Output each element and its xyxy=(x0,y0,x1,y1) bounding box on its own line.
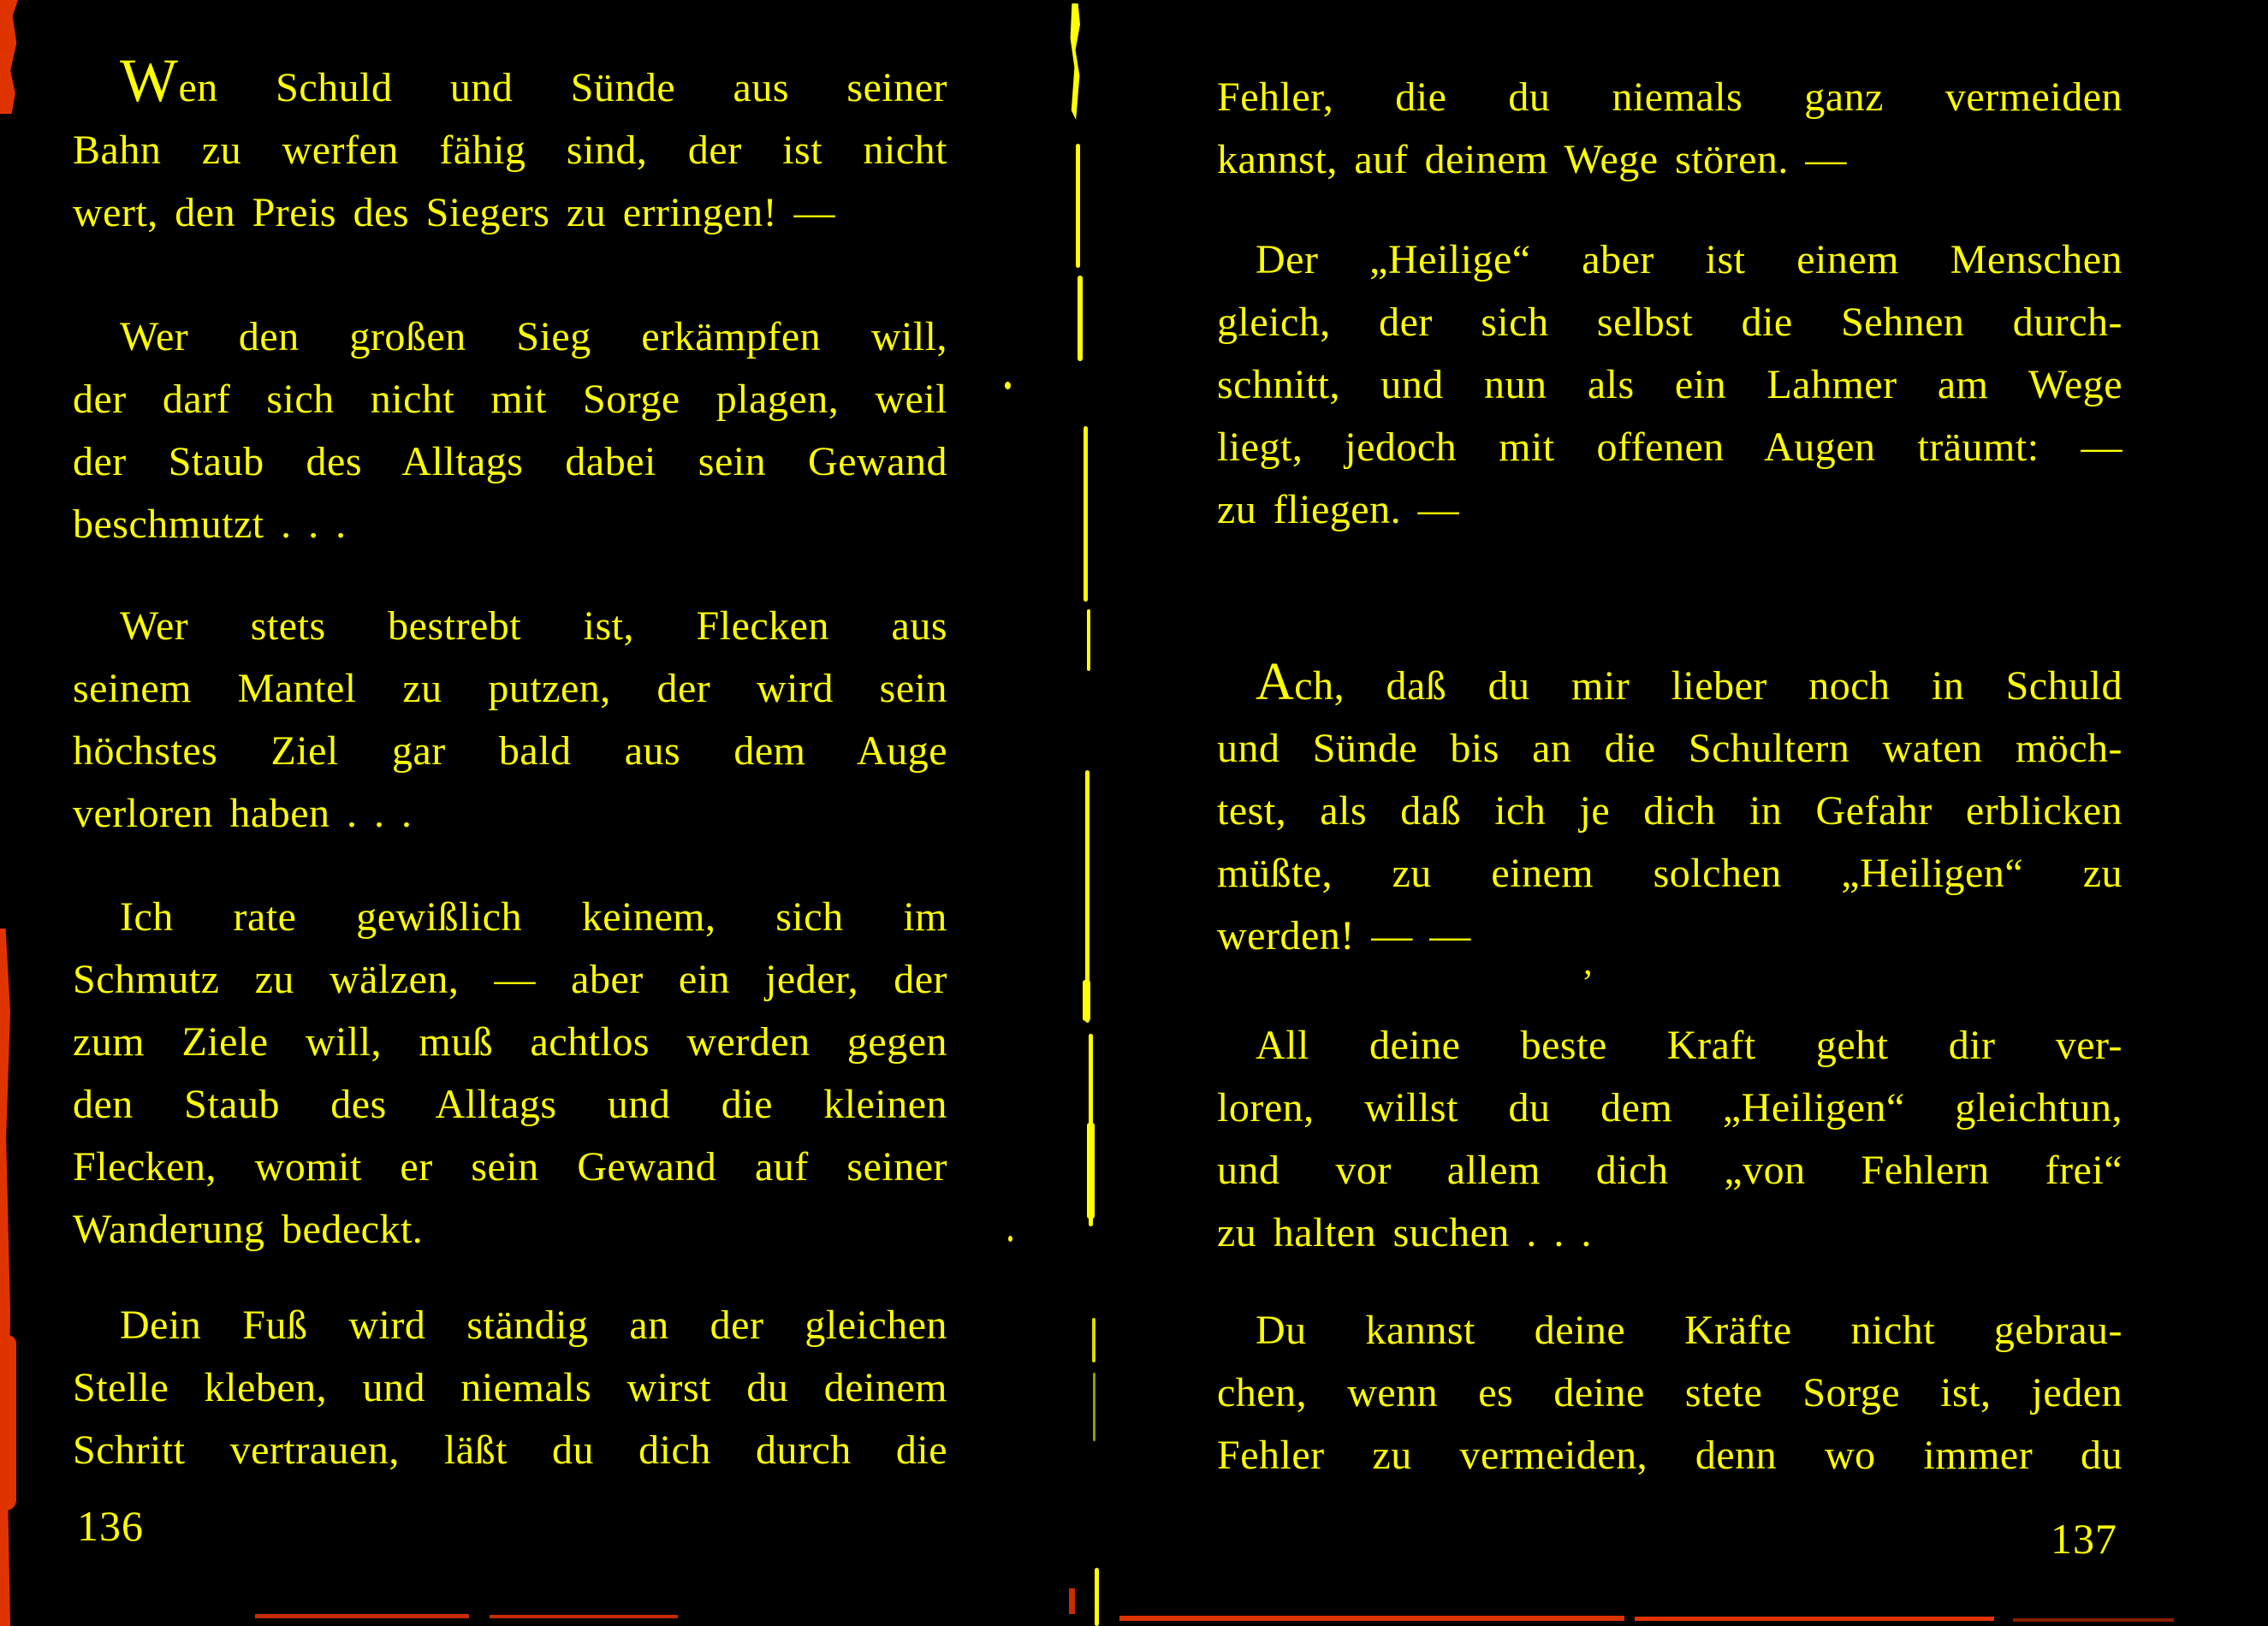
ink-speck xyxy=(1008,1236,1012,1242)
text-line: werden! — — xyxy=(1217,913,1471,958)
text-line: der darf sich nicht mit Sorge plagen, weil xyxy=(73,377,947,422)
page-left xyxy=(73,46,947,1481)
text-line: schnitt, und nun als ein Lahmer am Wege xyxy=(1217,362,2123,407)
scan-edge-artifact xyxy=(255,1614,469,1618)
gutter-segment xyxy=(1078,276,1083,361)
text-line: verloren haben . . . xyxy=(73,791,413,836)
paragraph xyxy=(73,1294,947,1481)
initial-letter: W xyxy=(120,46,179,115)
scan-edge-artifact xyxy=(1069,1588,1075,1614)
initial-letter: A xyxy=(1256,653,1295,711)
text-line: liegt, jedoch mit offenen Augen träumt: — xyxy=(1217,424,2123,470)
gutter-segment xyxy=(1083,980,1090,1021)
text-line: beschmutzt . . . xyxy=(73,501,347,547)
scan-edge-artifact xyxy=(0,929,10,1626)
text-line: Schmutz zu wälzen, — aber ein jeder, der xyxy=(73,957,947,1002)
text-line: Du kannst deine Kräfte nicht gebrau- xyxy=(1256,1308,2123,1353)
text-line: wert, den Preis des Siegers zu erringen! — xyxy=(73,190,836,235)
paragraph xyxy=(1217,1014,2123,1264)
gutter-segment xyxy=(1087,609,1090,671)
scan-edge-artifact xyxy=(0,1335,16,1510)
text-line: All deine beste Kraft geht dir ver- xyxy=(1256,1023,2123,1068)
text-line: zu halten suchen . . . xyxy=(1217,1210,1592,1255)
stray-mark: ’ xyxy=(1582,964,1594,1003)
text-line: höchstes Ziel gar bald aus dem Auge xyxy=(73,728,947,774)
text-line: und Sünde bis an die Schultern waten möch- xyxy=(1217,726,2123,771)
paragraph xyxy=(1217,66,2123,191)
text-line: loren, willst du dem „Heiligen“ gleichtun, xyxy=(1217,1085,2123,1130)
paragraph xyxy=(1217,651,2123,967)
text-line: Flecken, womit er sein Gewand auf seiner xyxy=(73,1144,947,1190)
text-line: Fehler, die du niemals ganz vermeiden xyxy=(1217,74,2123,120)
text-line: Dein Fuß wird ständig an der gleichen xyxy=(120,1303,947,1348)
text-line: und vor allem dich „von Fehlern frei“ xyxy=(1217,1148,2123,1193)
text-line: zum Ziele will, muß achtlos werden gegen xyxy=(73,1019,947,1065)
page-number-right: 137 xyxy=(2051,1515,2117,1563)
paragraph xyxy=(73,886,947,1261)
ink-speck xyxy=(1005,382,1011,389)
text-line: Wer stets bestrebt ist, Flecken aus xyxy=(120,603,947,649)
paragraph xyxy=(73,46,947,244)
scan-edge-artifact xyxy=(2013,1618,2174,1622)
paragraph xyxy=(1217,228,2123,541)
gutter-segment xyxy=(1076,144,1080,268)
text-line: Wen Schuld und Sünde aus seiner xyxy=(120,46,947,115)
text-line: seinem Mantel zu putzen, der wird sein xyxy=(73,666,947,711)
text-line: Fehler zu vermeiden, denn wo immer du xyxy=(1217,1433,2123,1478)
text-line: Ach, daß du mir lieber noch in Schuld xyxy=(1256,653,2123,711)
text-line: zu fliegen. — xyxy=(1217,487,1460,532)
paragraph xyxy=(73,306,947,555)
page-number-left: 136 xyxy=(77,1502,144,1550)
text-line: müßte, zu einem solchen „Heiligen“ zu xyxy=(1217,851,2123,896)
text-line: Der „Heilige“ aber ist einem Menschen xyxy=(1256,237,2123,282)
gutter-segment xyxy=(1093,1373,1095,1441)
text-line: gleich, der sich selbst die Sehnen durch- xyxy=(1217,300,2123,345)
text-line: der Staub des Alltags dabei sein Gewand xyxy=(73,439,947,484)
text-line: Wer den großen Sieg erkämpfen will, xyxy=(120,314,947,359)
text-line: Ich rate gewißlich keinem, sich im xyxy=(120,894,947,940)
text-line: den Staub des Alltags und die kleinen xyxy=(73,1082,947,1127)
text-line: Wanderung bedeckt. xyxy=(73,1207,424,1252)
gutter-segment xyxy=(1095,1568,1099,1626)
gutter-segment xyxy=(1087,1123,1095,1219)
scan-edge-artifact xyxy=(0,0,18,114)
gutter-segment xyxy=(1084,426,1088,602)
text-line: test, als daß ich je dich in Gefahr erblicken xyxy=(1217,788,2123,834)
scan-edge-artifact xyxy=(1635,1617,1994,1621)
text-line: chen, wenn es deine stete Sorge ist, jeden xyxy=(1217,1370,2123,1415)
text-line: Schritt vertrauen, läßt du dich durch die xyxy=(73,1427,947,1473)
gutter-segment xyxy=(1070,3,1080,120)
page-right xyxy=(1217,66,2123,1487)
gutter-segment xyxy=(1092,1318,1095,1362)
text-line: Bahn zu werfen fähig sind, der ist nicht xyxy=(73,128,947,173)
paragraph xyxy=(1217,1299,2123,1487)
scan-edge-artifact xyxy=(1119,1616,1624,1621)
scan-edge-artifact xyxy=(490,1615,678,1618)
paragraph xyxy=(73,595,947,845)
text-line: kannst, auf deinem Wege stören. — xyxy=(1217,137,1847,182)
text-line: Stelle kleben, und niemals wirst du deinem xyxy=(73,1365,947,1410)
